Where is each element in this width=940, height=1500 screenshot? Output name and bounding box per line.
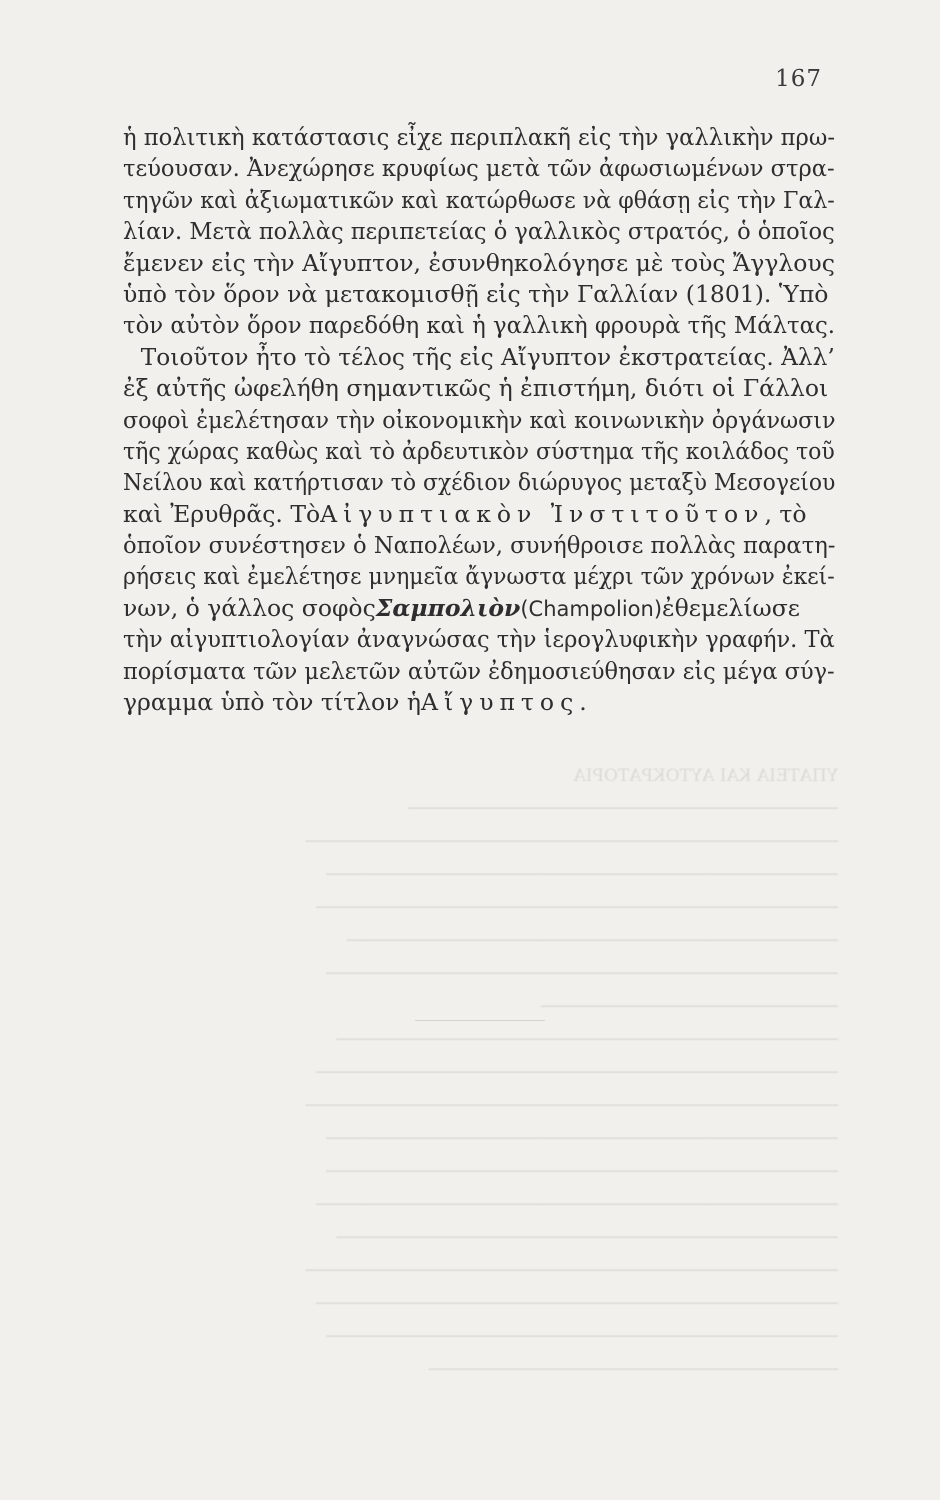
text-line [123, 593, 835, 624]
text-line [123, 530, 836, 561]
text-run-text: σοφοὶ ἐμελέτησαν τὴν οἰκονομικὴν καὶ κοινωνικὴν ὀργάνωσιν [123, 405, 836, 434]
text-line [123, 561, 835, 592]
text-run-post: , τὸ [764, 499, 807, 528]
text-run-text: τῆς χώρας καθὼς καὶ τὸ ἀρδευτικὸν σύστημα τῆς κοιλάδος τοῦ [123, 436, 835, 465]
text-line [123, 279, 835, 310]
text-line [123, 499, 835, 530]
text-run-pre: νων, ὁ γάλλος σοφὸς [123, 593, 376, 622]
text-line [123, 624, 835, 655]
text-line [123, 467, 836, 498]
text-line [123, 405, 836, 436]
text-run-spaced: Αἴγυπτος [420, 688, 580, 717]
page-number: 167 [775, 66, 822, 92]
bleed-through-rule [415, 1020, 545, 1021]
text-run-bold: Σαμπολιὸν [375, 593, 521, 622]
text-run-text: τὸν αὐτὸν ὅρον παρεδόθη καὶ ἡ γαλλικὴ φρουρὰ τῆς Μάλτας. [123, 311, 835, 340]
text-run-text: τεύουσαν. Ἀνεχώρησε κρυφίως μετὰ τῶν ἀφωσιωμένων στρα- [123, 154, 835, 183]
text-run-text: Τοιοῦτον ἦτο τὸ τέλος τῆς εἰς Αἴγυπτον ἐκστρατείας. Ἀλλ’ [140, 342, 835, 371]
text-run-text: Νείλου καὶ κατήρτισαν τὸ σχέδιον διώρυγος μεταξὺ Μεσογείου [123, 468, 836, 497]
text-line [123, 687, 835, 718]
text-line [123, 216, 835, 247]
body-text [123, 122, 835, 718]
text-line [123, 122, 835, 153]
text-line [123, 342, 835, 373]
text-run-text: ρήσεις καὶ ἐμελέτησε μνημεῖα ἄγνωστα μέχρι τῶν χρόνων ἐκεί- [123, 562, 835, 591]
text-run-text: τὴν αἰγυπτιολογίαν ἀναγνώσας τὴν ἱερογλυφικὴν γραφήν. Τὰ [123, 625, 835, 654]
bleed-through-text: ΥΠΑΤΕΙΑ ΚΑΙ ΑΥΤΟΚΡΑΤΟΡΙΑ ────────────────────────────────────────── ──────────────────────────────────────────────────── ────────────────────────────────────────────────── ─────────────────────────────────────────────────── ──────────────────────────────────────────────── ────────────────────────────────────────────────── ───────────────────────────── ───────────────────────────────────────────────── ─────────────────────────────────────────────────── ──────────────────────────────────────────────────── ────────────────────────────────────────────────── ────────────────────────────────────────────────── ─────────────────────────────────────────────────── ───────────────────────────────────────────────── ──────────────────────────────────────────────────── ─────────────────────────────────────────────────── ────────────────────────────────────────────────── ──────────────────────────────────────── [305, 766, 838, 1380]
text-run-text: ἡ πολιτικὴ κατάστασις εἶχε περιπλακῆ εἰς τὴν γαλλικὴν πρω- [123, 123, 835, 151]
text-run-text: πορίσματα τῶν μελετῶν αὐτῶν ἐδημοσιεύθησαν εἰς μέγα σύγ- [123, 656, 835, 685]
text-line [123, 656, 835, 687]
text-line [123, 436, 835, 467]
text-run-pre: καὶ Ἐρυθρᾶς. Τὸ [123, 499, 321, 528]
text-line [123, 248, 835, 279]
text-line [123, 310, 835, 341]
text-run-text: ὑπὸ τὸν ὅρον νὰ μετακομισθῇ εἰς τὴν Γαλλίαν (1801). Ὑπὸ [123, 279, 829, 308]
text-run-spaced: Αἰγυπτιακὸν Ἰνστιτοῦτον [320, 499, 765, 528]
text-run-text: ἔμενεν εἰς τὴν Αἴγυπτον, ἐσυνθηκολόγησε μὲ τοὺς Ἄγγλους [123, 248, 835, 277]
text-run-text: ὁποῖον συνέστησεν ὁ Ναπολέων, συνήθροισε πολλὰς παρατη- [123, 531, 836, 560]
text-line [123, 185, 835, 216]
text-run-text: ἐξ αὐτῆς ὠφελήθη σημαντικῶς ἡ ἐπιστήμη, διότι οἱ Γάλλοι [123, 374, 829, 403]
text-run-pre: γραμμα ὑπὸ τὸν τίτλον ἡ [123, 688, 421, 717]
text-line [123, 373, 835, 404]
text-line [123, 153, 835, 184]
text-run-post: . [579, 688, 587, 717]
text-run-post: ἐθεμελίωσε [662, 593, 800, 622]
text-run-latin: (Champolion) [520, 596, 663, 621]
text-run-text: λίαν. Μετὰ πολλὰς περιπετείας ὁ γαλλικὸς στρατός, ὁ ὁποῖος [123, 217, 835, 246]
text-run-text: τηγῶν καὶ ἀξιωματικῶν καὶ κατώρθωσε νὰ φθάσῃ εἰς τὴν Γαλ- [123, 185, 835, 214]
